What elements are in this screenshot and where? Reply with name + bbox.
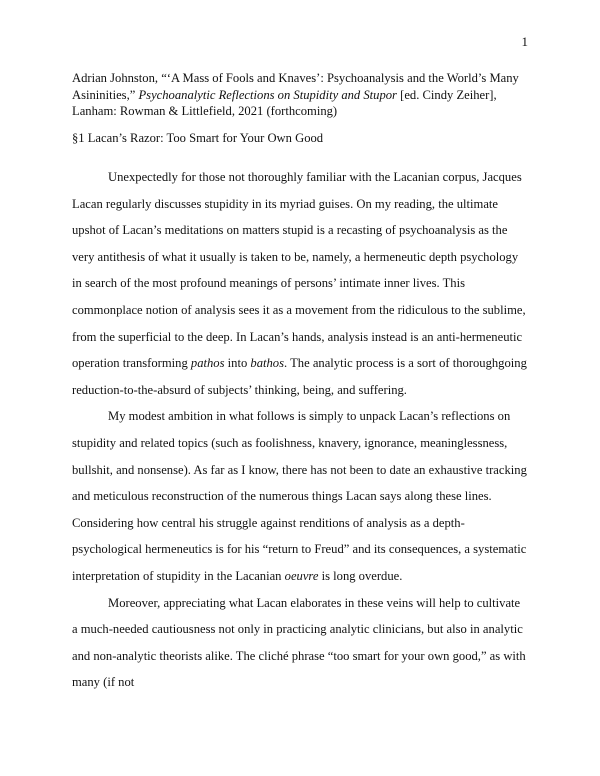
paragraph-1-text-c: . The analytic process is a sort of thoroughgoing reduction-to-the-absurd of subjects’ thinking, being, and suffering. bbox=[72, 356, 527, 397]
citation-book-title: Psychoanalytic Reflections on Stupidity and Stupor bbox=[138, 87, 397, 102]
paragraph-2-text-a: My modest ambition in what follows is simply to unpack Lacan’s reflections on stupidity and related topics (such as foolishness, knavery, ignorance, meaninglessness, bullshit, and nonsense). As far as I know, there has not been to date an exhaustive tracking and meticulous reconstruction of the numerous things Lacan says along these lines. Considering how central his struggle against renditions of analysis as a depth-psychological hermeneutics is for his “return to Freud” and its consequences, a systematic interpretation of stupidity in the Lacanian bbox=[72, 409, 527, 583]
paragraph-3-text-a: Moreover, appreciating what Lacan elaborates in these veins will help to cultivate a much-needed cautiousness not only in practicing analytic clinicians, but also in analytic and non-analytic theorists alike. The cliché phrase “too smart for your own good,” as with many (if not bbox=[72, 595, 526, 690]
citation bbox=[72, 70, 532, 120]
body-text bbox=[72, 164, 527, 696]
citation-publication: [ed. Cindy Zeiher], Lanham: Rowman & Littlefield, 2021 (forthcoming) bbox=[72, 87, 497, 118]
paragraph-1 bbox=[72, 164, 527, 403]
paragraph-1-emphasis-pathos: pathos bbox=[190, 356, 225, 371]
paragraph-3 bbox=[72, 590, 527, 696]
paragraph-2-emphasis-oeuvre: oeuvre bbox=[284, 568, 319, 583]
paragraph-2 bbox=[72, 403, 527, 589]
paragraph-1-emphasis-bathos: bathos bbox=[250, 356, 285, 371]
citation-authors-title: Adrian Johnston, “‘A Mass of Fools and Knaves’: Psychoanalysis and the World’s Many Asininities,” bbox=[72, 71, 519, 102]
paragraph-2-text-b: is long overdue. bbox=[321, 568, 403, 583]
page-number: 1 bbox=[521, 34, 528, 49]
paragraph-1-text-a: Unexpectedly for those not thoroughly familiar with the Lacanian corpus, Jacques Lacan regularly discusses stupidity in its myriad guises. On my reading, the ultimate upshot of Lacan’s meditations on matters stupid is a recasting of psychoanalysis as the very antithesis of what it usually is taken to be, namely, a hermeneutic depth psychology in search of the most profound meanings of persons’ intimate inner lives. This commonplace notion of analysis sees it as a movement from the ridiculous to the sublime, from the superficial to the deep. In Lacan’s hands, analysis instead is an anti-hermeneutic operation transforming bbox=[72, 170, 526, 371]
paragraph-1-text-b: into bbox=[227, 356, 248, 371]
section-heading: §1 Lacan’s Razor: Too Smart for Your Own Good bbox=[72, 131, 324, 145]
